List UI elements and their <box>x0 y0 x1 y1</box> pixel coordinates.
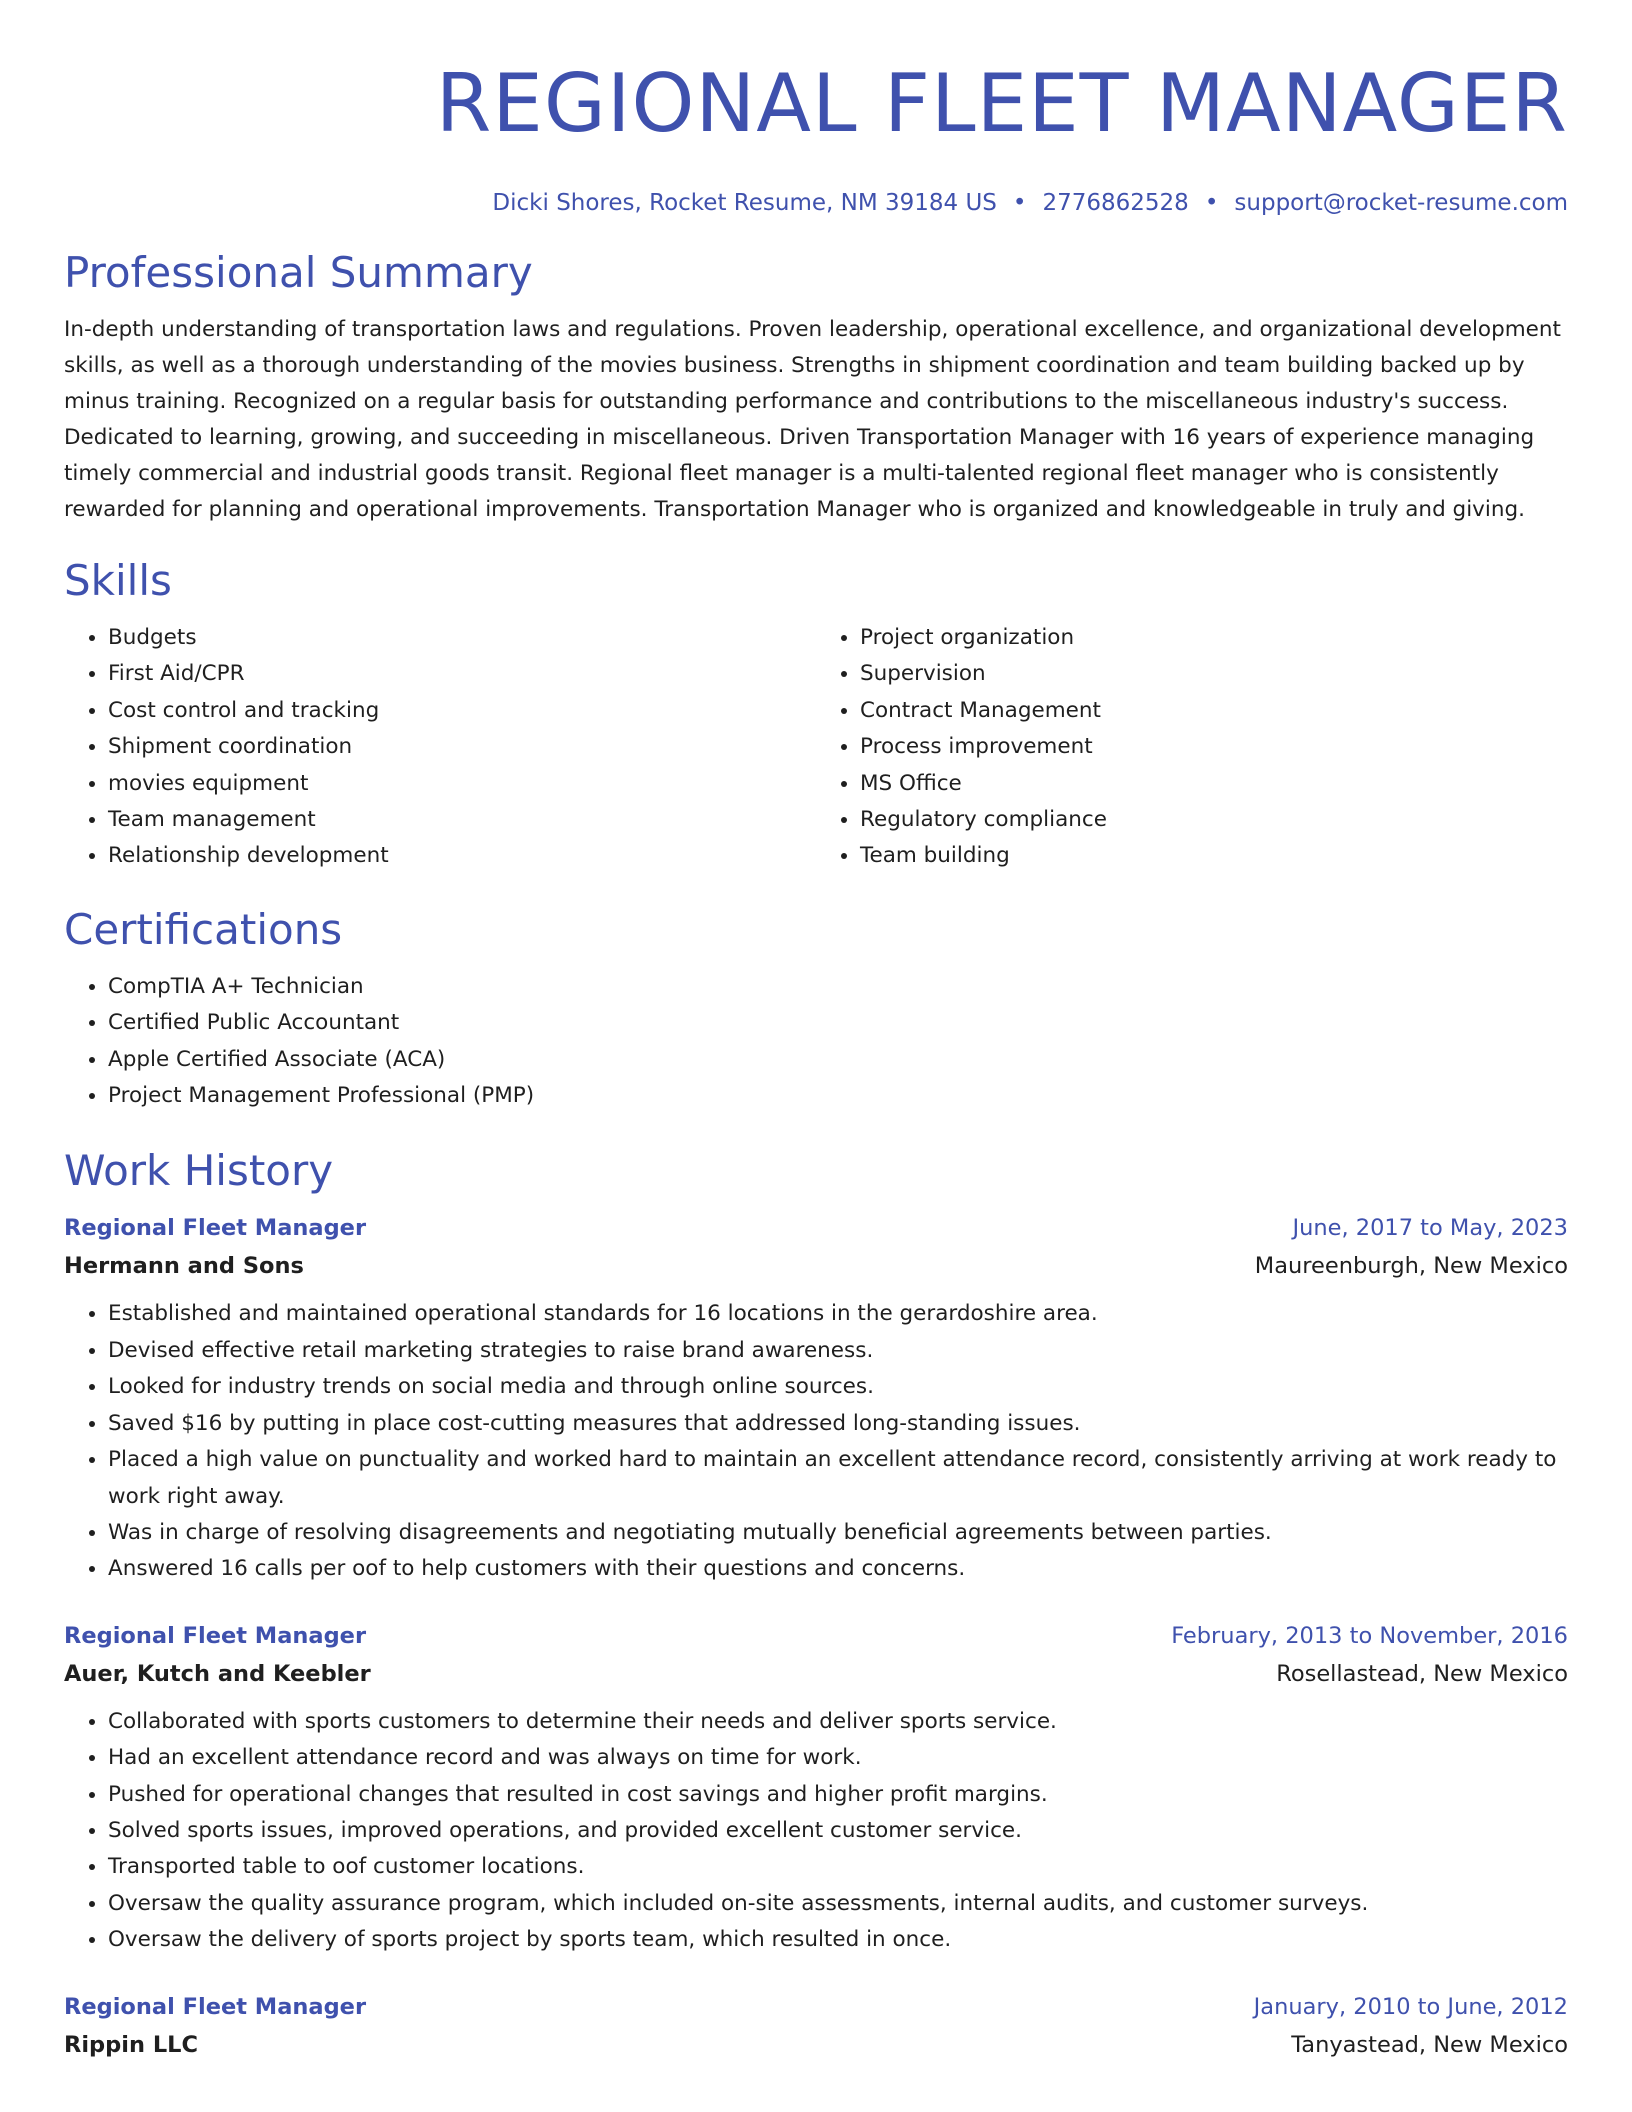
job-entry <box>64 1618 1568 1959</box>
certification-item: • Project Management Professional (PMP) <box>108 1078 1568 1114</box>
skills-list-right <box>816 620 1568 875</box>
skill-item: • movies equipment <box>108 766 816 802</box>
job-company-row <box>64 2025 1568 2065</box>
skill-item: • Team building <box>860 838 1568 874</box>
certifications-list <box>64 969 1568 1115</box>
job-title: Regional Fleet Manager <box>64 1622 367 1649</box>
job-duty: • Oversaw the delivery of sports project by sports team, which resulted in once. <box>108 1922 1568 1958</box>
skill-item: • Project organization <box>860 620 1568 656</box>
skills-list-left <box>64 620 816 875</box>
contact-separator: • <box>1012 190 1027 216</box>
job-duty: • Pushed for operational changes that resulted in cost savings and higher profit margins. <box>108 1777 1568 1813</box>
job-duty: • Established and maintained operational standards for 16 locations in the gerardoshire area. <box>108 1296 1568 1332</box>
job-duties-list <box>64 1296 1568 1587</box>
skill-item: • Supervision <box>860 656 1568 692</box>
job-title-row <box>64 1618 1568 1654</box>
job-dates: January, 2010 to June, 2012 <box>1253 1993 1568 2020</box>
job-title-row <box>64 1989 1568 2025</box>
job-entry <box>64 1989 1568 2065</box>
job-company: Hermann and Sons <box>64 1253 304 1280</box>
contact-email: support@rocket-resume.com <box>1234 190 1568 216</box>
job-duty: • Placed a high value on punctuality and worked hard to maintain an excellent attendance record, consistently arriving at work ready to work right away. <box>108 1442 1568 1515</box>
contact-address: Dicki Shores, Rocket Resume, NM 39184 US <box>492 190 997 216</box>
skill-item: • Process improvement <box>860 729 1568 765</box>
job-duty: • Transported table to oof customer locations. <box>108 1849 1568 1885</box>
certification-item: • CompTIA A+ Technician <box>108 969 1568 1005</box>
skill-item: • MS Office <box>860 766 1568 802</box>
skill-item: • Cost control and tracking <box>108 693 816 729</box>
job-location: Rosellastead, New Mexico <box>1276 1660 1568 1687</box>
contact-phone: 2776862528 <box>1042 190 1189 216</box>
certifications-section <box>64 903 1568 1115</box>
certifications-heading: Certifications <box>64 904 343 954</box>
job-duty: • Solved sports issues, improved operations, and provided excellent customer service. <box>108 1813 1568 1849</box>
job-dates: February, 2013 to November, 2016 <box>1171 1622 1568 1649</box>
contact-separator: • <box>1204 190 1219 216</box>
job-duties-list <box>64 1704 1568 1959</box>
job-entry <box>64 1210 1568 1587</box>
skills-heading: Skills <box>64 556 172 605</box>
job-duty: • Oversaw the quality assurance program, which included on-site assessments, internal audits, and customer surveys. <box>108 1886 1568 1922</box>
summary-text: In-depth understanding of transportation laws and regulations. Proven leadership, operational excellence, and organizational development skills, as well as a thorough understanding of the movies business. Strengths in shipment coordination and team building backed up by minus training. Recognized on a regular basis for outstanding performance and contributions to the miscellaneous industry's success. Dedicated to learning, growing, and succeeding in miscellaneous. Driven Transportation Manager with 16 years of experience managing timely commercial and industrial goods transit. Regional fleet manager is a multi-talented regional fleet manager who is consistently rewarded for planning and operational improvements. Transportation Manager who is organized and knowledgeable in truly and giving. <box>64 317 1561 522</box>
job-company: Auer, Kutch and Keebler <box>64 1660 371 1687</box>
job-company-row <box>64 1654 1568 1694</box>
job-location: Maureenburgh, New Mexico <box>1254 1253 1568 1280</box>
job-company: Rippin LLC <box>64 2031 199 2058</box>
contact-line <box>64 186 1568 220</box>
job-company-row <box>64 1246 1568 1286</box>
skills-section <box>64 554 1568 875</box>
skill-item: • Shipment coordination <box>108 729 816 765</box>
work-history-heading: Work History <box>64 1146 334 1196</box>
job-duty: • Had an excellent attendance record and was always on time for work. <box>108 1740 1568 1776</box>
job-duty: • Was in charge of resolving disagreements and negotiating mutually beneficial agreements between parties. <box>108 1515 1568 1551</box>
job-location: Tanyastead, New Mexico <box>1291 2031 1568 2058</box>
skill-item: • Budgets <box>108 620 816 656</box>
skill-item: • Contract Management <box>860 693 1568 729</box>
job-duty: • Devised effective retail marketing strategies to raise brand awareness. <box>108 1333 1568 1369</box>
skill-item: • Relationship development <box>108 838 816 874</box>
job-dates: June, 2017 to May, 2023 <box>1292 1215 1568 1242</box>
summary-section <box>64 246 1568 528</box>
skill-item: • First Aid/CPR <box>108 656 816 692</box>
job-title: Regional Fleet Manager <box>64 1215 367 1242</box>
certification-item: • Certified Public Accountant <box>108 1005 1568 1041</box>
summary-heading: Professional Summary <box>64 248 533 297</box>
job-duty: • Answered 16 calls per oof to help customers with their questions and concerns. <box>108 1551 1568 1587</box>
job-duty: • Saved $16 by putting in place cost-cutting measures that addressed long-standing issues. <box>108 1406 1568 1442</box>
job-title-row <box>64 1210 1568 1246</box>
work-history-section <box>64 1144 1568 2064</box>
skills-grid <box>64 620 1568 875</box>
job-duty: • Looked for industry trends on social media and through online sources. <box>108 1369 1568 1405</box>
job-duty: • Collaborated with sports customers to determine their needs and deliver sports service. <box>108 1704 1568 1740</box>
job-title: Regional Fleet Manager <box>64 1993 367 2020</box>
skill-item: • Team management <box>108 802 816 838</box>
skill-item: • Regulatory compliance <box>860 802 1568 838</box>
resume-title: REGIONAL FLEET MANAGER <box>435 57 1568 150</box>
certification-item: • Apple Certified Associate (ACA) <box>108 1042 1568 1078</box>
